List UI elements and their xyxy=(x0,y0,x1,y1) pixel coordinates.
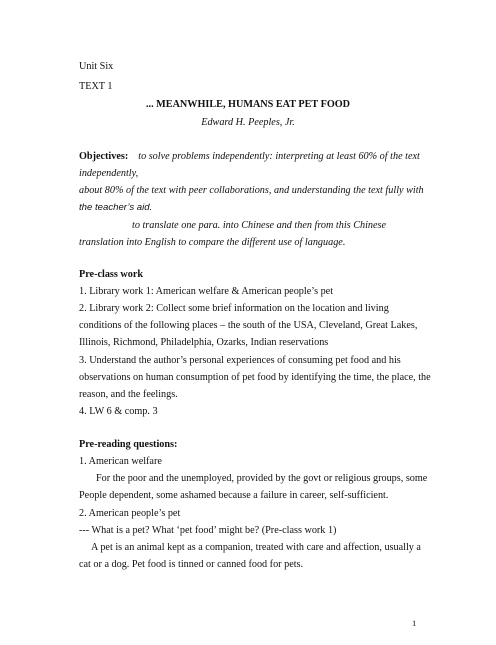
prereading-question-2: 2. American people’s pet xyxy=(79,508,181,519)
preclass-item-1: 1. Library work 1: American welfare & American people’s pet xyxy=(79,286,334,297)
page-title: ... MEANWHILE, HUMANS EAT PET FOOD xyxy=(145,99,351,110)
preclass-item-4: 4. LW 6 & comp. 3 xyxy=(79,406,158,417)
preclass-item-2-cont: conditions of the following places – the south of the USA, Cleveland, Great Lakes, xyxy=(79,320,418,331)
text-label: TEXT 1 xyxy=(79,81,113,92)
prereading-question-2-sub: --- What is a pet? What ‘pet food’ might be? (Pre-class work 1) xyxy=(79,525,337,536)
objectives-text-2: independently, xyxy=(79,168,139,179)
preclass-item-2-cont: Illinois, Richmond, Philadelphia, Ozarks, Indian reservations xyxy=(79,337,329,348)
unit-label: Unit Six xyxy=(79,61,114,72)
objectives-label: Objectives: xyxy=(79,151,129,162)
preclass-item-2: 2. Library work 2: Collect some brief information on the location and living xyxy=(79,303,389,314)
prereading-answer-2: A pet is an animal kept as a companion, treated with care and affection, usually a xyxy=(91,542,421,553)
objectives-line-1 xyxy=(79,150,420,163)
objectives-text-4: the teacher’s aid. xyxy=(79,202,153,213)
objectives-text-5: to translate one para. into Chinese and then from this Chinese xyxy=(132,220,387,231)
prereading-answer-2-cont: cat or a dog. Pet food is tinned or canned food for pets. xyxy=(79,559,304,570)
prereading-heading: Pre-reading questions: xyxy=(79,439,178,450)
prereading-question-1: 1. American welfare xyxy=(79,456,162,467)
objectives-text-6: translation into English to compare the different use of language. xyxy=(79,237,346,248)
prereading-answer-1: For the poor and the unemployed, provided by the govt or religious groups, some xyxy=(96,473,428,484)
page-number: 1 xyxy=(412,618,417,628)
prereading-answer-1-cont: People dependent, some ashamed because a failure in career, self-sufficient. xyxy=(79,490,389,501)
preclass-item-3-cont: reason, and the feelings. xyxy=(79,389,178,400)
objectives-text-1: to solve problems independently: interpreting at least 60% of the text xyxy=(138,151,420,162)
objectives-text-3: about 80% of the text with peer collaborations, and understanding the text fully with xyxy=(79,185,424,196)
preclass-item-3-cont: observations on human consumption of pet food by identifying the time, the place, the xyxy=(79,372,431,383)
preclass-item-3: 3. Understand the author’s personal experiences of consuming pet food and his xyxy=(79,355,401,366)
preclass-heading: Pre-class work xyxy=(79,269,144,280)
author-name: Edward H. Peeples, Jr. xyxy=(201,117,295,128)
